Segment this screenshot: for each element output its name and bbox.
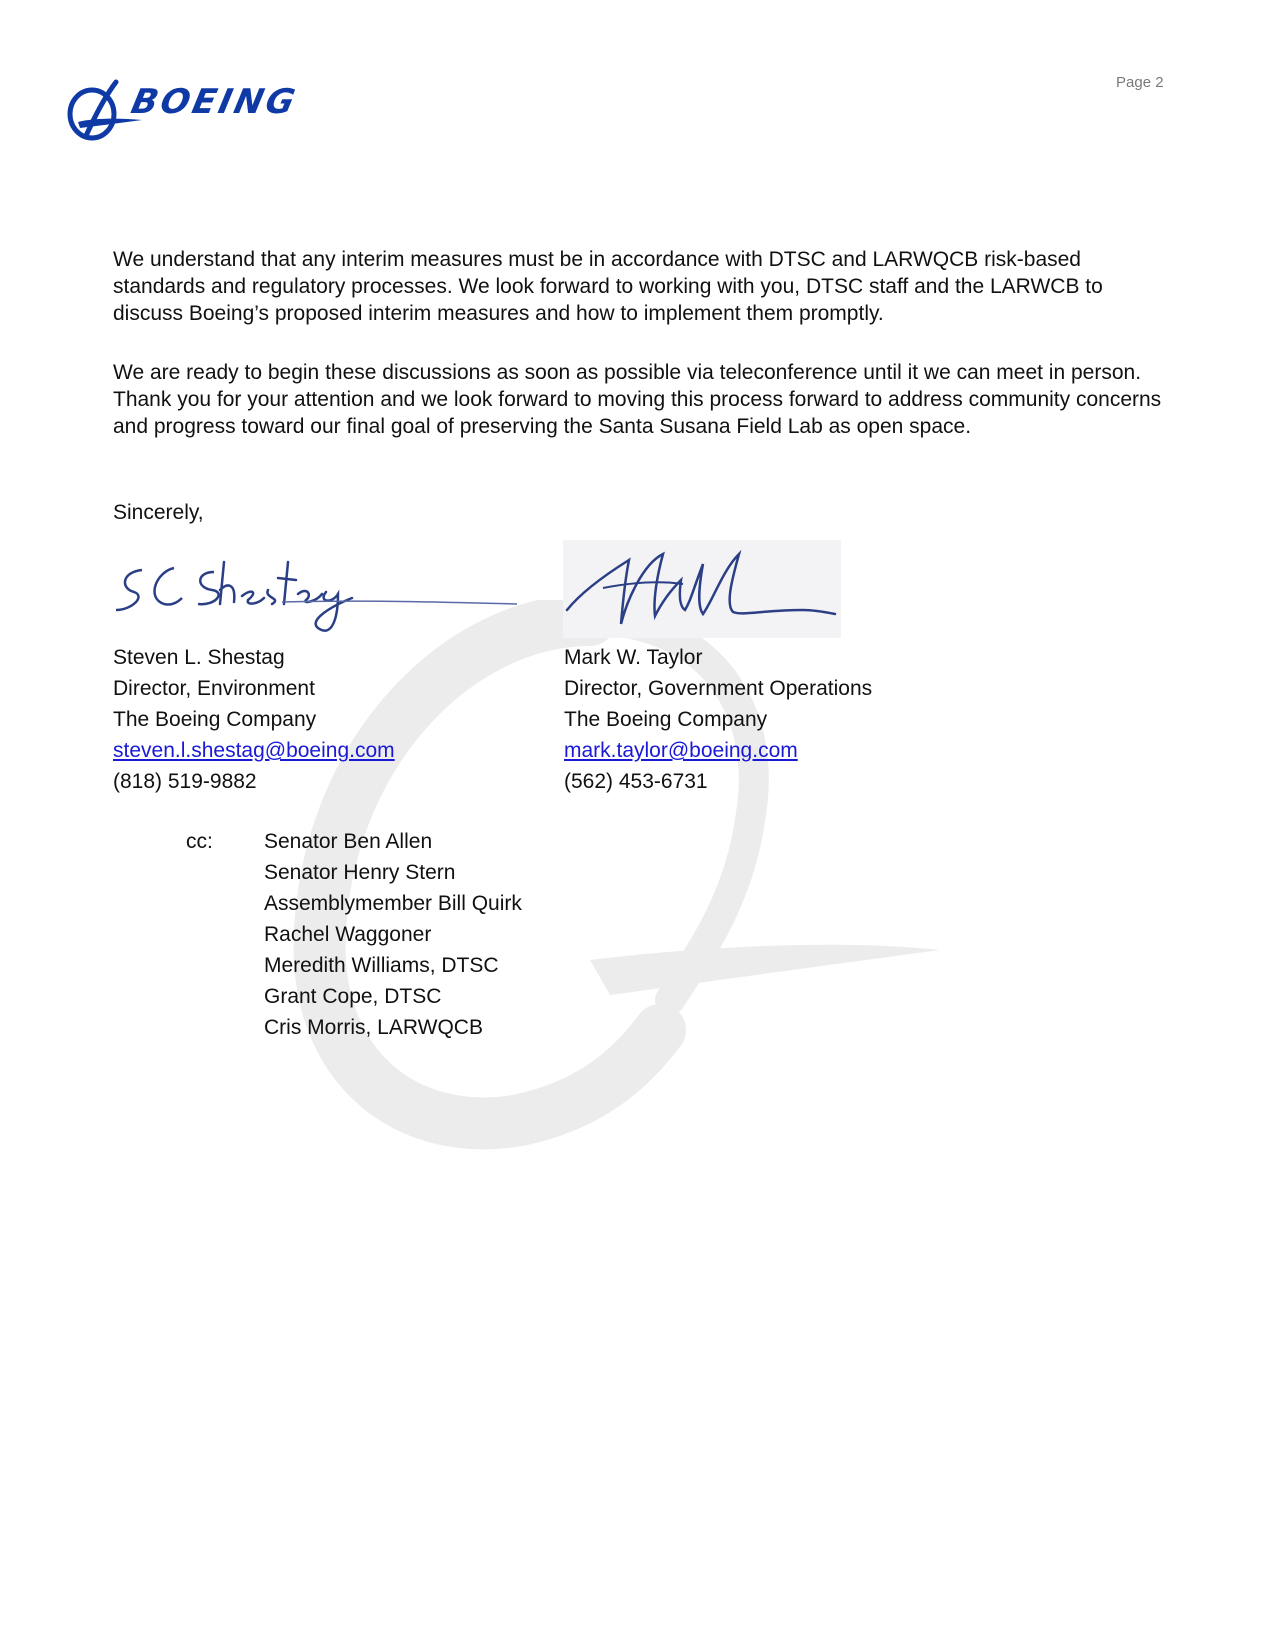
cc-recipient: Meredith Williams, DTSC (264, 954, 499, 977)
closing: Sincerely, (113, 501, 204, 524)
signatory-phone: (562) 453-6731 (564, 770, 708, 793)
signatory-company: The Boeing Company (113, 708, 317, 731)
signatory-email-link[interactable]: steven.l.shestag@boeing.com (113, 739, 395, 762)
body-paragraph: We understand that any interim measures must be in accordance with DTSC and LARWQCB risk-based standards and regulatory processes. We look forward to working with you, DTSC staff and the LARWCB to discuss Boeing’s proposed interim measures and how to implement them promptly. (113, 248, 1103, 325)
page-number: Page 2 (1116, 74, 1164, 91)
cc-recipient: Rachel Waggoner (264, 923, 432, 946)
cc-recipient: Senator Ben Allen (264, 830, 433, 853)
signatory-title: Director, Government Operations (564, 677, 873, 700)
cc-label: cc: (186, 830, 213, 853)
signatory-email-link[interactable]: mark.taylor@boeing.com (564, 739, 798, 762)
letter-body (113, 246, 1163, 472)
logo-wordmark: BOEING (127, 82, 302, 122)
signatory-name: Mark W. Taylor (564, 646, 703, 669)
signatory-block-shestag (113, 642, 395, 797)
cc-recipient: Assemblymember Bill Quirk (264, 892, 522, 915)
signature-taylor-icon (563, 540, 841, 638)
signatory-title: Director, Environment (113, 677, 315, 700)
boeing-logo (64, 78, 364, 146)
signature-shestag-icon (112, 558, 522, 640)
signatory-company: The Boeing Company (564, 708, 768, 731)
cc-recipient: Grant Cope, DTSC (264, 985, 442, 1008)
cc-recipient: Cris Morris, LARWQCB (264, 1016, 483, 1039)
cc-recipient-list (264, 826, 522, 1043)
body-paragraph: We are ready to begin these discussions as soon as possible via teleconference until it we can meet in person. Thank you for your attention and we look forward to moving this process forward to address community concerns and progress toward our final goal of preserving the Santa Susana Field Lab as open space. (113, 361, 1162, 438)
signatory-phone: (818) 519-9882 (113, 770, 257, 793)
signatory-name: Steven L. Shestag (113, 646, 285, 669)
cc-recipient: Senator Henry Stern (264, 861, 456, 884)
signatory-block-taylor (564, 642, 872, 797)
